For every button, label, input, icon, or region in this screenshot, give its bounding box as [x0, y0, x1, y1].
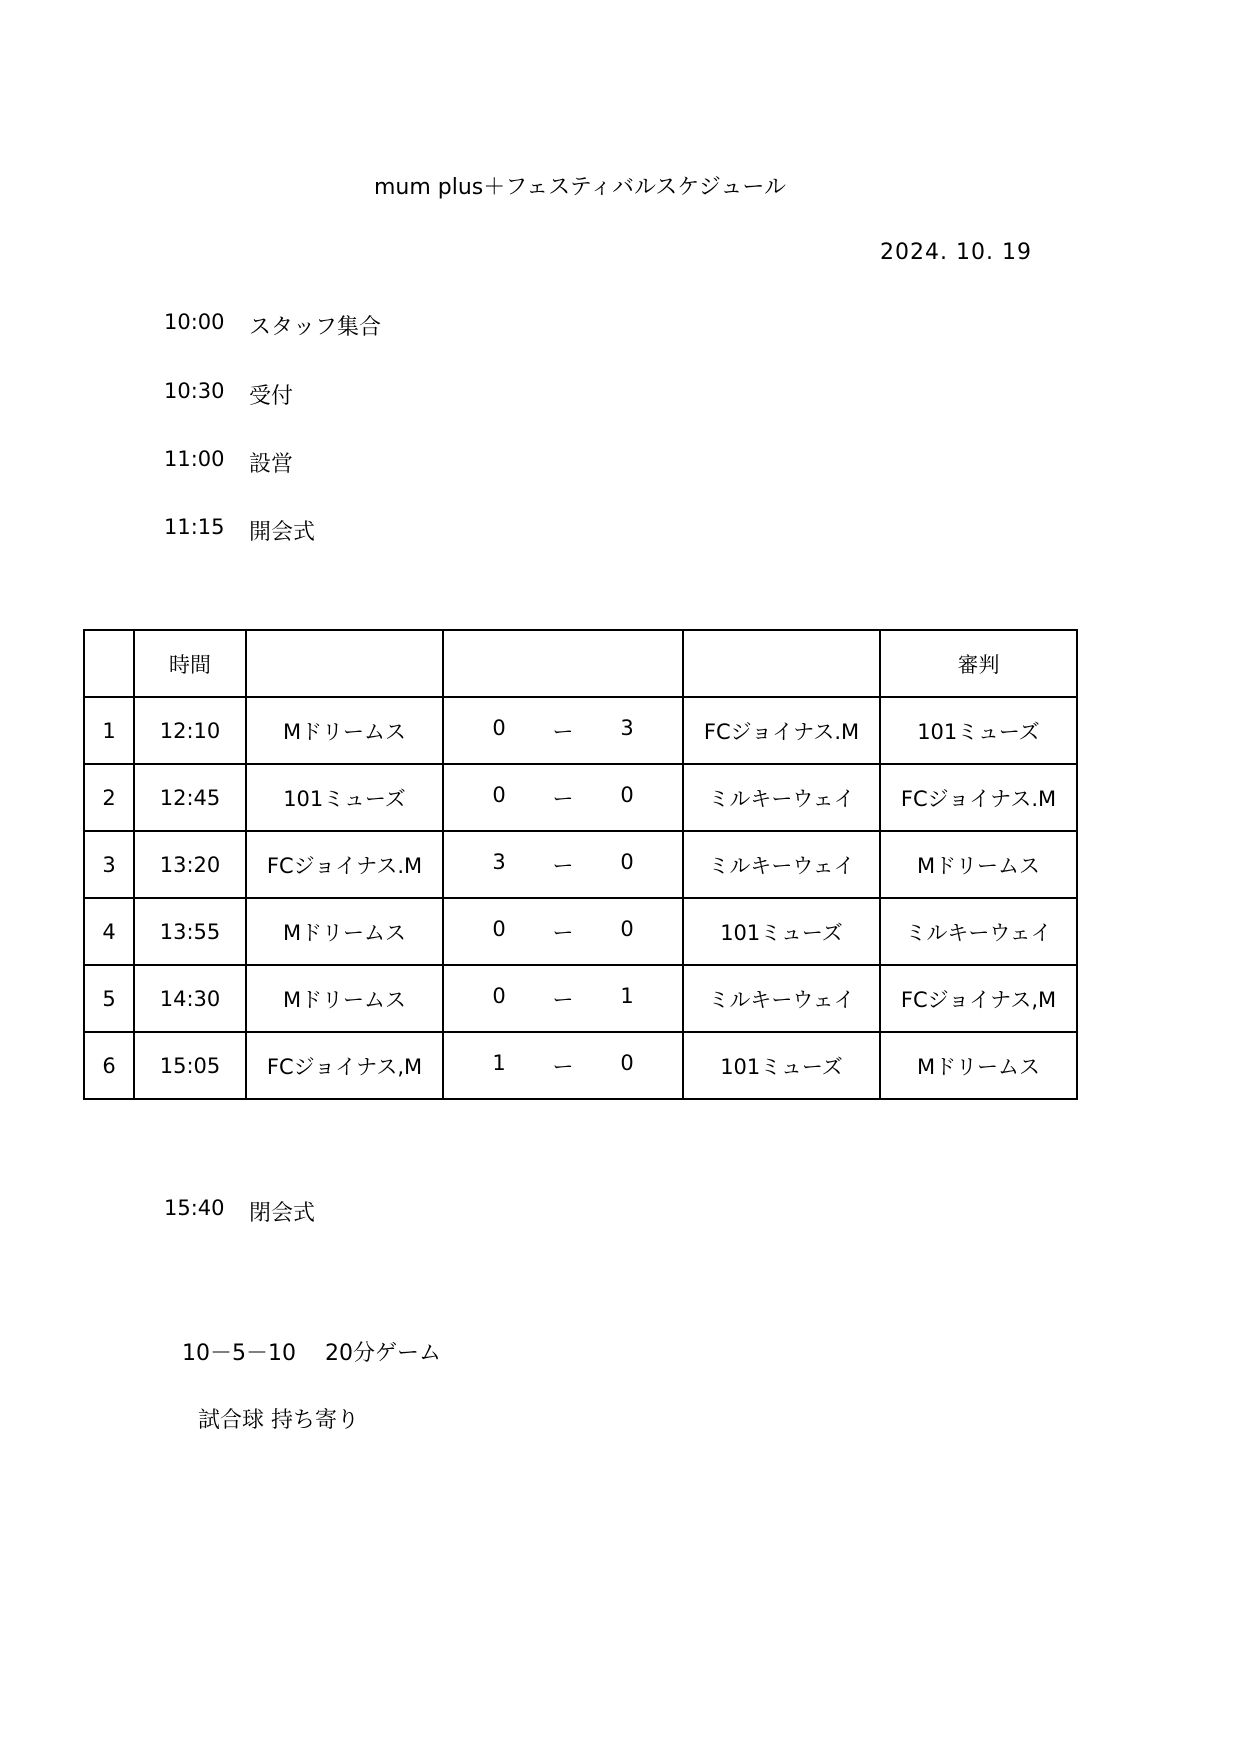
match-no: 3 — [84, 831, 134, 898]
referee: FCジョイナス.M — [880, 764, 1077, 831]
home-score: 3 — [492, 849, 506, 874]
home-score: 0 — [492, 715, 506, 740]
home-team: FCジョイナス,M — [246, 1032, 443, 1099]
schedule-label: スタッフ集合 — [249, 315, 382, 340]
home-team: FCジョイナス.M — [246, 831, 443, 898]
schedule-time: 11:00 — [164, 447, 225, 471]
schedule-time: 10:30 — [164, 379, 225, 403]
home-team: Mドリームス — [246, 965, 443, 1032]
referee: FCジョイナス,M — [880, 965, 1077, 1032]
away-score: 1 — [620, 983, 634, 1008]
score-dash: ー — [552, 920, 574, 945]
table-row — [84, 764, 1077, 831]
document-date: 2024. 10. 19 — [880, 240, 1032, 265]
home-score: 1 — [492, 1050, 506, 1075]
away-team: 101ミューズ — [683, 1032, 880, 1099]
schedule-time: 11:15 — [164, 515, 225, 539]
score-cell — [443, 831, 683, 898]
header-team — [246, 630, 443, 697]
table-row — [84, 898, 1077, 965]
referee: ミルキーウェイ — [880, 898, 1077, 965]
match-time: 12:10 — [134, 697, 246, 764]
score-dash: ー — [552, 1054, 574, 1079]
match-no: 4 — [84, 898, 134, 965]
referee: Mドリームス — [880, 831, 1077, 898]
match-table — [83, 629, 1078, 1100]
match-time: 15:05 — [134, 1032, 246, 1099]
schedule-label: 設営 — [249, 452, 294, 477]
home-team: Mドリームス — [246, 898, 443, 965]
away-score: 0 — [620, 782, 634, 807]
away-score: 0 — [620, 1050, 634, 1075]
home-score: 0 — [492, 983, 506, 1008]
schedule-label: 開会式 — [249, 520, 316, 545]
match-no: 5 — [84, 965, 134, 1032]
away-team: FCジョイナス.M — [683, 697, 880, 764]
home-team: Mドリームス — [246, 697, 443, 764]
score-dash: ー — [552, 786, 574, 811]
score-cell — [443, 965, 683, 1032]
score-dash: ー — [552, 853, 574, 878]
away-team: ミルキーウェイ — [683, 764, 880, 831]
header-no — [84, 630, 134, 697]
match-no: 1 — [84, 697, 134, 764]
table-header-row — [84, 630, 1077, 697]
schedule-item — [164, 447, 293, 478]
home-score: 0 — [492, 916, 506, 941]
home-score: 0 — [492, 782, 506, 807]
match-time: 14:30 — [134, 965, 246, 1032]
home-team: 101ミューズ — [246, 764, 443, 831]
away-team: ミルキーウェイ — [683, 831, 880, 898]
away-score: 3 — [620, 715, 634, 740]
document-title: mum plus＋フェスティバルスケジュール — [373, 175, 786, 200]
match-time: 13:20 — [134, 831, 246, 898]
schedule-item — [164, 310, 381, 341]
header-opponent — [683, 630, 880, 697]
score-dash: ー — [552, 719, 574, 744]
table-row — [84, 831, 1077, 898]
score-cell — [443, 764, 683, 831]
away-team: 101ミューズ — [683, 898, 880, 965]
schedule-label: 受付 — [249, 384, 294, 409]
away-team: ミルキーウェイ — [683, 965, 880, 1032]
referee: Mドリームス — [880, 1032, 1077, 1099]
match-ball-note: 試合球 持ち寄り — [198, 1408, 359, 1433]
closing-label: 閉会式 — [249, 1201, 316, 1226]
header-referee: 審判 — [880, 630, 1077, 697]
closing-item — [164, 1196, 315, 1227]
game-format-note: 10－5－10 20分ゲーム — [182, 1341, 441, 1366]
schedule-item — [164, 379, 293, 410]
away-score: 0 — [620, 916, 634, 941]
match-no: 6 — [84, 1032, 134, 1099]
header-time: 時間 — [134, 630, 246, 697]
referee: 101ミューズ — [880, 697, 1077, 764]
header-score — [443, 630, 683, 697]
score-cell — [443, 898, 683, 965]
score-cell — [443, 697, 683, 764]
schedule-time: 10:00 — [164, 310, 225, 334]
match-no: 2 — [84, 764, 134, 831]
table-row — [84, 965, 1077, 1032]
schedule-item — [164, 515, 315, 546]
closing-time: 15:40 — [164, 1196, 225, 1220]
score-cell — [443, 1032, 683, 1099]
match-time: 13:55 — [134, 898, 246, 965]
score-dash: ー — [552, 987, 574, 1012]
away-score: 0 — [620, 849, 634, 874]
table-row — [84, 1032, 1077, 1099]
match-time: 12:45 — [134, 764, 246, 831]
table-row — [84, 697, 1077, 764]
